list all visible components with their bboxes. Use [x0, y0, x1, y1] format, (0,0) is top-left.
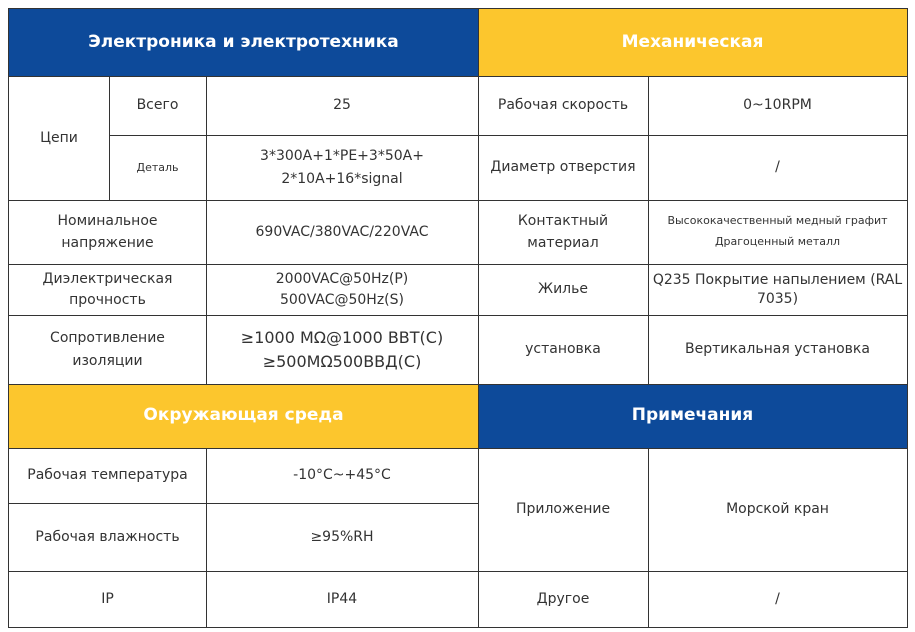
divider-left-values-bottom — [206, 448, 207, 628]
mounting-label — [478, 315, 648, 384]
total-value — [206, 76, 478, 135]
housing-label — [478, 264, 648, 315]
border-left — [8, 8, 9, 628]
detail-label-text: Деталь — [136, 160, 179, 174]
hline-315 — [8, 315, 908, 316]
dielectric-value-line-2: 500VAC@50Hz(S) — [279, 291, 404, 308]
housing-value-line-2: 7035) — [756, 290, 799, 307]
detail-value — [206, 135, 478, 200]
application-label-text: Приложение — [515, 501, 611, 518]
circuits-label-text: Цепи — [40, 129, 78, 146]
temp-label — [9, 448, 206, 503]
speed-value-text: 0~10RPM — [743, 97, 812, 114]
mounting-value — [648, 315, 907, 384]
divider-right-values-bottom — [648, 448, 649, 628]
hline-264 — [8, 264, 908, 265]
speed-label-text: Рабочая скорость — [497, 97, 629, 114]
housing-value — [648, 264, 907, 315]
divider-circuits — [109, 76, 110, 200]
application-label — [478, 448, 648, 571]
housing-value-line-1: Q235 Покрытие напылением (RAL — [652, 271, 903, 288]
insulation-value-line-1: ≥1000 MΩ@1000 ВВТ(С) — [240, 328, 444, 348]
ip-value-text: IP44 — [326, 590, 358, 607]
temp-label-text: Рабочая температура — [27, 467, 188, 484]
contact-value-line-1: Высококачественный медный графит — [667, 214, 888, 228]
total-label — [109, 76, 206, 135]
contact-label — [478, 200, 648, 264]
dielectric-label — [9, 264, 206, 315]
mounting-label-text: установка — [525, 341, 601, 358]
total-value-text: 25 — [333, 97, 351, 114]
speed-value — [648, 76, 907, 135]
divider-left-values-top — [206, 76, 207, 384]
temp-value-text: -10°C~+45°C — [293, 467, 391, 483]
border-right — [907, 8, 908, 628]
insulation-label-text: Сопротивление изоляции — [50, 330, 165, 369]
hline-header2 — [8, 448, 908, 449]
bore-label — [478, 135, 648, 200]
insulation-label — [9, 315, 206, 384]
humidity-label-text: Рабочая влажность — [35, 528, 180, 545]
insulation-value — [206, 315, 478, 384]
contact-label-text: Контактный материал — [517, 212, 609, 251]
header-environment — [9, 384, 478, 448]
dielectric-label-line-1: Диэлектрическая — [42, 270, 173, 287]
hline-503 — [8, 503, 479, 504]
hline-header1 — [8, 76, 908, 77]
border-bottom — [8, 627, 908, 628]
divider-center — [478, 8, 479, 628]
ip-label-text: IP — [101, 590, 114, 607]
circuits-label — [9, 76, 109, 200]
voltage-label-line-2: напряжение — [61, 235, 154, 251]
humidity-value-text: ≥95%RH — [310, 528, 374, 545]
hline-135 — [109, 135, 908, 136]
other-value-text: / — [775, 590, 780, 607]
border-top — [8, 8, 908, 9]
detail-value-line-1: 3*300A+1*PE+3*50A+ — [260, 148, 424, 165]
temp-value — [206, 448, 478, 503]
contact-value-line-2: Драгоценный металл — [714, 235, 841, 248]
voltage-value-text: 690VAC/380VAC/220VAC — [255, 223, 429, 240]
detail-label — [109, 135, 206, 200]
contact-value — [648, 200, 907, 264]
application-value-text: Морской кран — [726, 501, 829, 518]
speed-label — [478, 76, 648, 135]
hline-384 — [8, 384, 908, 385]
header-mechanical — [478, 9, 907, 76]
header-electronics-text: Электроника и электротехника — [88, 31, 399, 52]
other-value — [648, 571, 907, 627]
humidity-value — [206, 503, 478, 571]
divider-right-values-top — [648, 76, 649, 384]
bore-label-text: Диаметр отверстия — [490, 159, 636, 176]
hline-571 — [8, 571, 908, 572]
other-label — [478, 571, 648, 627]
application-value — [648, 448, 907, 571]
header-environment-text: Окружающая среда — [143, 405, 344, 426]
total-label-text: Всего — [136, 97, 179, 114]
ip-label — [9, 571, 206, 627]
dielectric-value — [206, 264, 478, 315]
detail-value-line-2: 2*10A+16*signal — [281, 170, 403, 187]
bore-value-text: / — [775, 159, 780, 176]
dielectric-label-line-2: прочность — [69, 291, 146, 308]
hline-200 — [8, 200, 908, 201]
other-label-text: Другое — [536, 590, 590, 607]
voltage-value — [206, 200, 478, 264]
dielectric-value-line-1: 2000VAC@50Hz(P) — [275, 270, 409, 287]
header-notes-text: Примечания — [631, 405, 754, 426]
ip-value — [206, 571, 478, 627]
voltage-label — [9, 200, 206, 264]
header-electronics — [9, 9, 478, 76]
header-mechanical-text: Механическая — [621, 31, 764, 52]
voltage-label-line-1: Номинальное — [57, 212, 158, 229]
insulation-value-line-2: ≥500MΩ500ВВД(С) — [262, 351, 422, 371]
humidity-label — [9, 503, 206, 571]
bore-value — [648, 135, 907, 200]
header-notes — [478, 384, 907, 448]
housing-label-text: Жилье — [538, 281, 588, 298]
mounting-value-text: Вертикальная установка — [685, 341, 870, 358]
